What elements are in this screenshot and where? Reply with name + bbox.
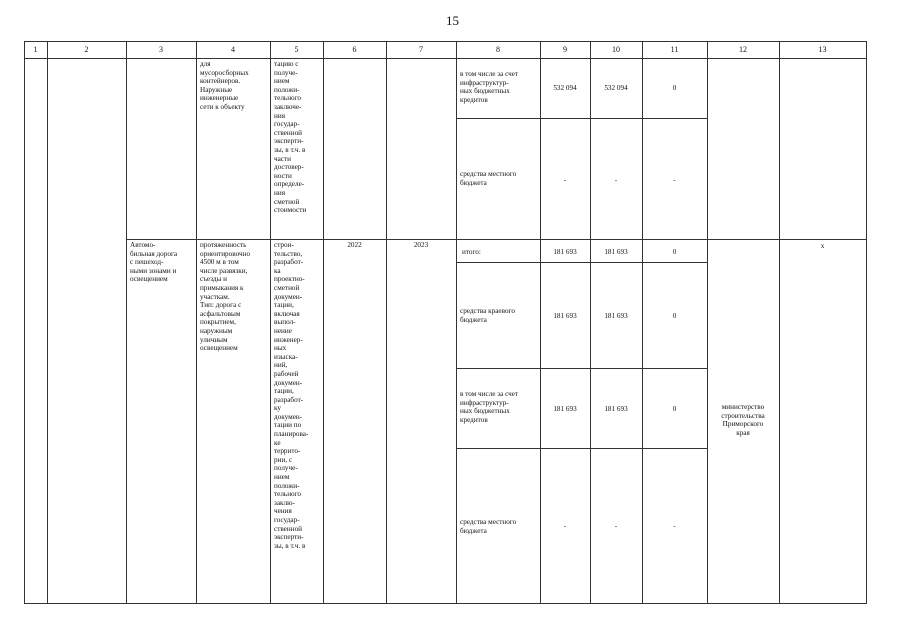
block-a-works: тацию с получе- нием положи- тельного заключе- ния государ- ственной эксперти- зы, в т.ч. в части достовер- ности определе- ния сметной стоимости (274, 60, 307, 215)
header-col-1: 1 (33, 45, 38, 54)
block-b-works: строи- тельство, разработ- ка проектно- сметной докумен- тации, включая выпол- нение инженер- ных изыска- ний, рабочей докумен- тации, разработ- ку докумен- тации по планирова- ке террито- рии, с получе- нием положи- тельного заклю- чения государ- ственной эксперти- зы, в т.ч. в (274, 241, 309, 550)
block-b-row4-c10: - (614, 522, 618, 530)
block-a-row2-c10: - (614, 176, 618, 184)
block-b-description: протяженность ориентировочно 4500 м в том числе развязки, съезды и примыкания к участкам. Тип: дорога с асфальтовым покрытием, наружным уличным освещением (200, 241, 251, 353)
block-b-row2-c11: 0 (672, 312, 677, 320)
block-a-row2-label: средства местного бюджета (460, 170, 517, 187)
block-a-row2-c11: - (673, 176, 676, 184)
block-a-row1-label: в том числе за счет инфраструктур- ных бюджетных кредитов (460, 70, 519, 104)
block-a-row2-c9: - (563, 176, 567, 184)
block-b-col13: x (820, 242, 825, 250)
block-b-row4-c9: - (563, 522, 567, 530)
header-col-10: 10 (612, 45, 620, 54)
block-b-row1-label: итого: (462, 248, 481, 256)
block-b-customer: министерство строительства Приморского края (721, 403, 765, 437)
header-col-4: 4 (231, 45, 235, 54)
block-b-row1-c10: 181 693 (604, 248, 628, 256)
block-b-row4-c11: - (673, 522, 676, 530)
block-a-row1-c10: 532 094 (604, 84, 628, 92)
block-a-row1-c11: 0 (672, 84, 677, 92)
header-col-8: 8 (496, 45, 500, 54)
block-b-row1-c9: 181 693 (553, 248, 577, 256)
block-b-row3-label: в том числе за счет инфраструктур- ных бюджетных кредитов (460, 390, 519, 424)
block-b-object-name: Автомо- бильная дорога с пешеход- ными зонами и освещением (130, 241, 178, 284)
block-b-row3-c10: 181 693 (604, 405, 628, 413)
block-b-row2-c10: 181 693 (604, 312, 628, 320)
header-col-11: 11 (670, 45, 679, 54)
block-b-row4-label: средства местного бюджета (460, 518, 517, 535)
header-col-3: 3 (159, 45, 163, 54)
header-col-12: 12 (739, 45, 747, 54)
header-col-5: 5 (294, 45, 299, 54)
header-col-13: 13 (818, 45, 827, 54)
block-b-row2-c9: 181 693 (553, 312, 577, 320)
header-col-2: 2 (84, 45, 89, 54)
block-b-row3-c11: 0 (672, 405, 677, 413)
header-col-6: 6 (352, 45, 357, 54)
header-col-9: 9 (563, 45, 567, 54)
block-b-row2-label: средства краевого бюджета (460, 307, 515, 324)
block-b-row3-c9: 181 693 (553, 405, 577, 413)
block-b-start-year: 2022 (347, 241, 362, 249)
block-b-end-year: 2023 (413, 241, 429, 249)
header-col-7: 7 (419, 45, 423, 54)
block-b-row1-c11: 0 (672, 248, 677, 256)
block-a-description: для мусоросборных контейнеров. Наружные инженерные сети к объекту (200, 60, 249, 111)
block-a-row1-c9: 532 094 (553, 84, 577, 92)
page-number: 15 (446, 13, 459, 28)
